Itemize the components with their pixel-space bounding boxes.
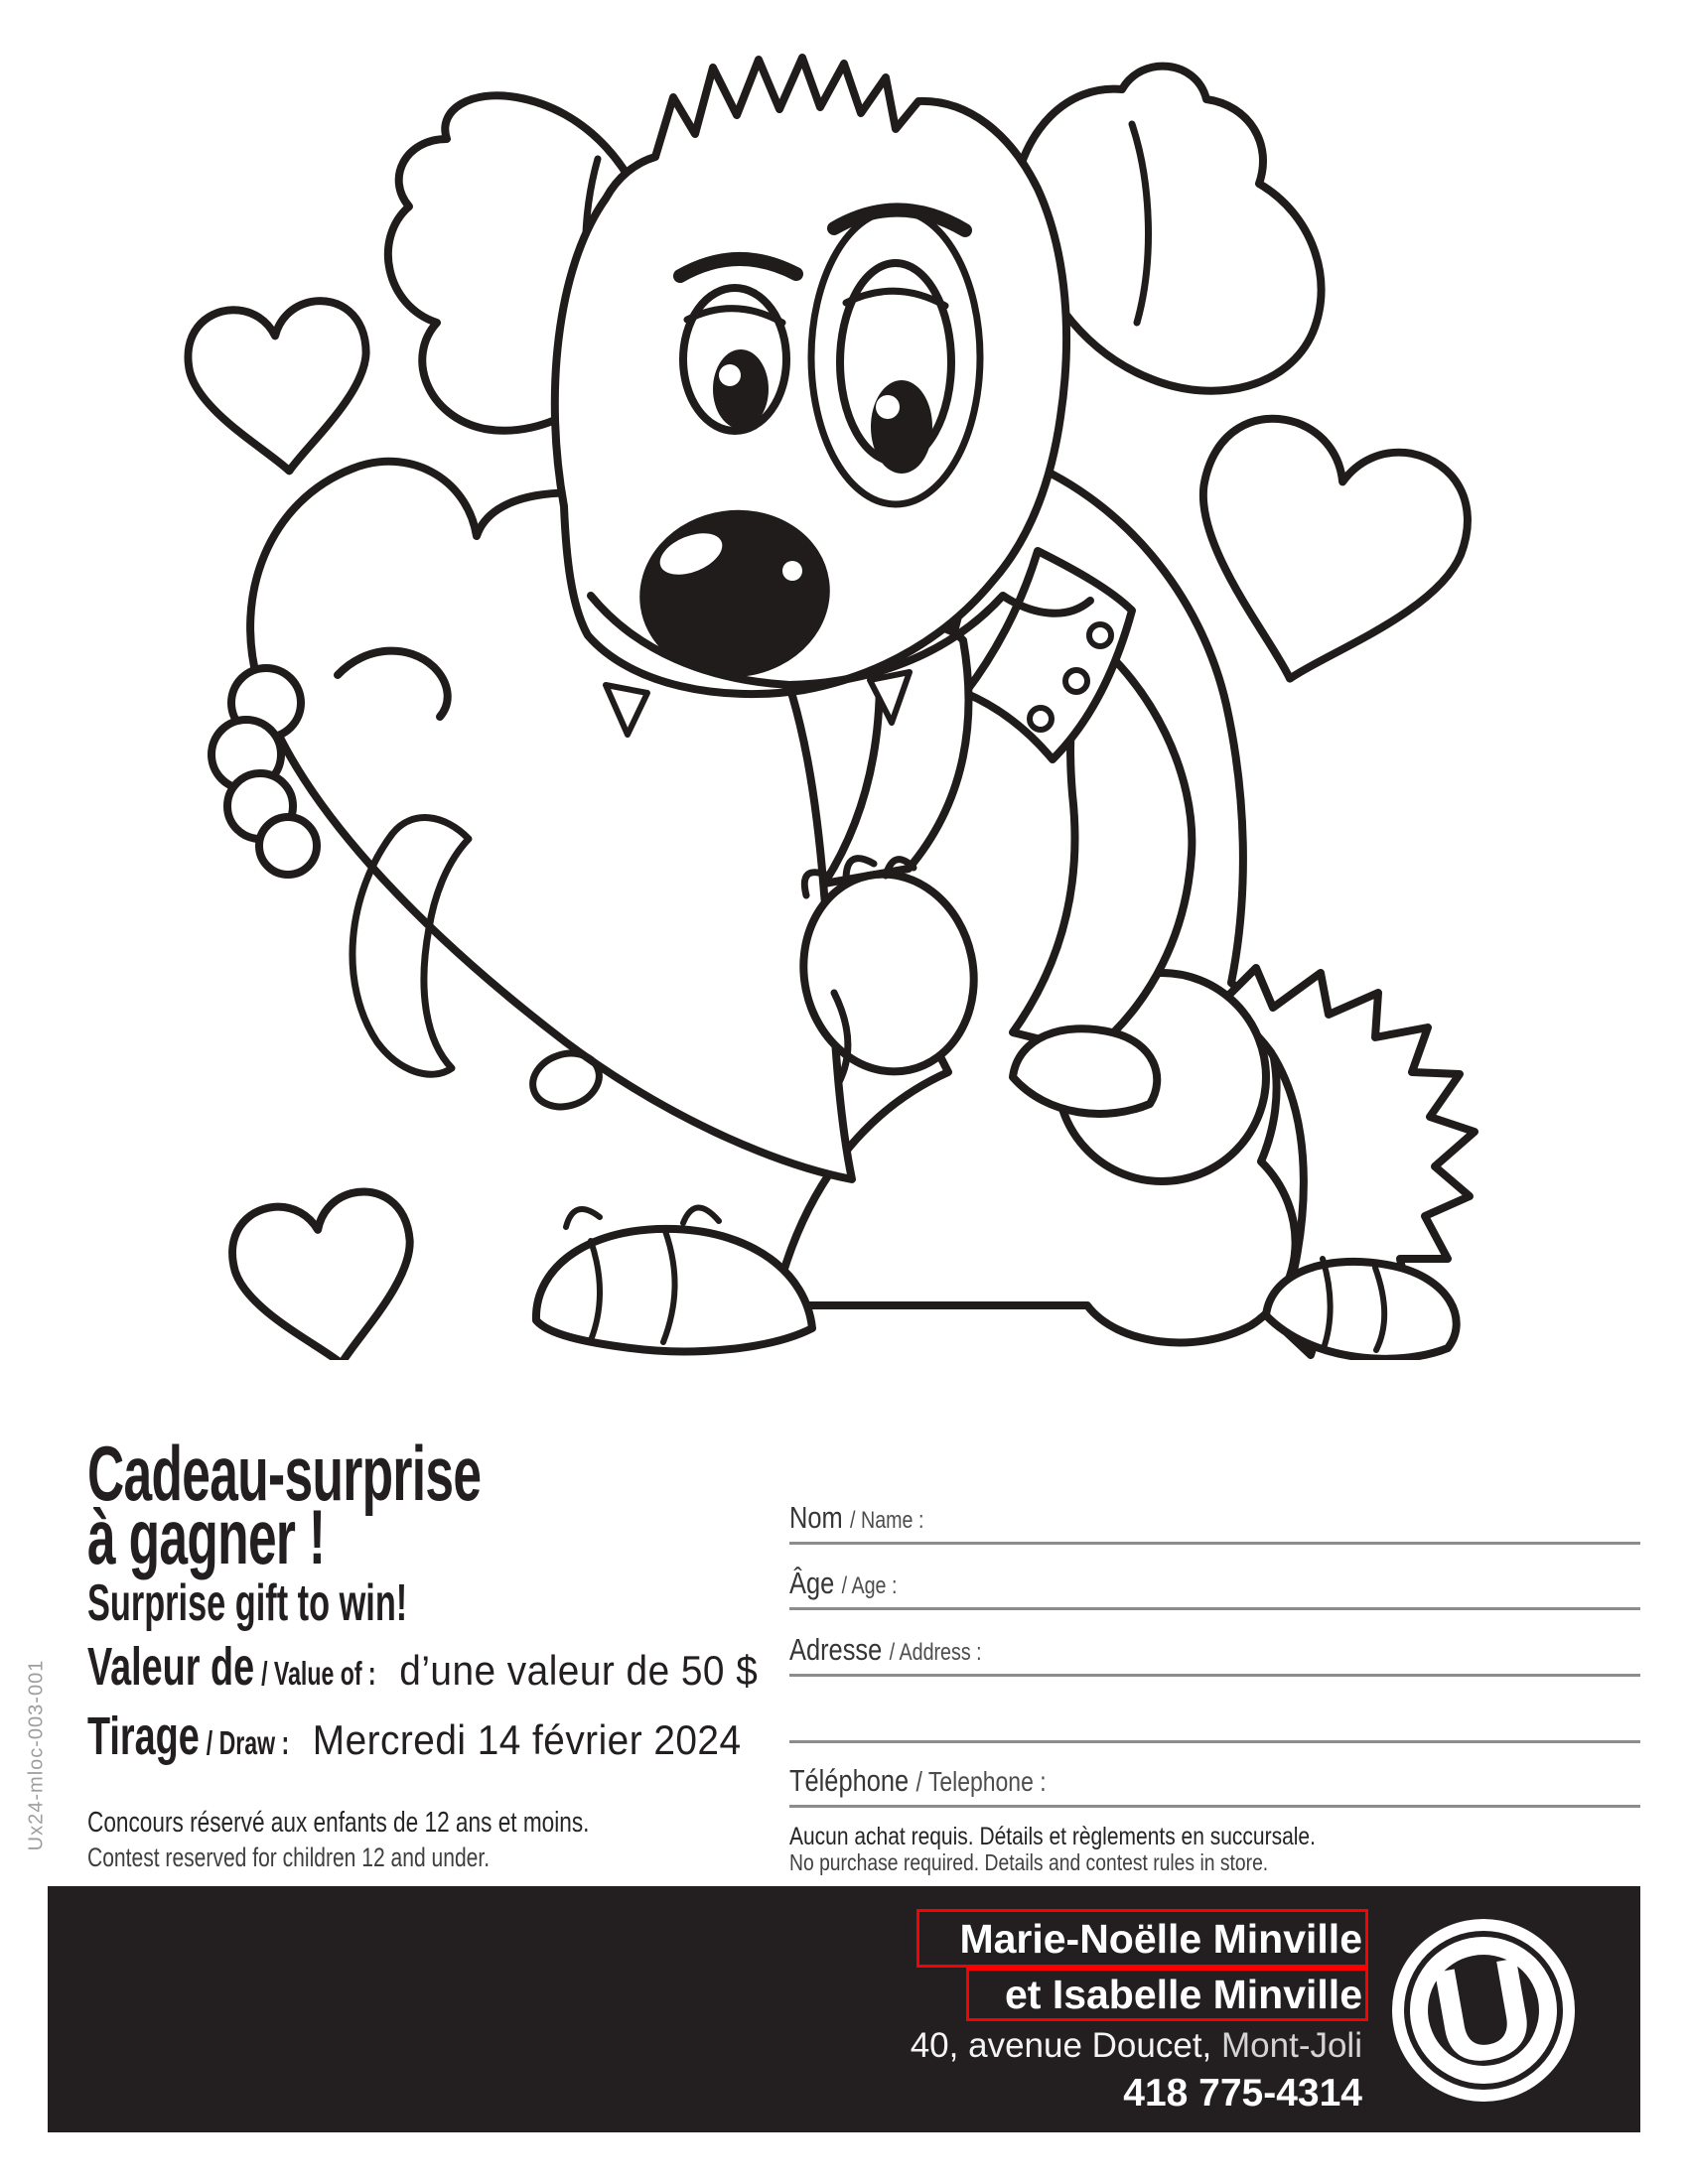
- store-name-line1: Marie-Noëlle Minville: [959, 1916, 1362, 1962]
- phone-input-line[interactable]: [789, 1741, 1640, 1808]
- name-input-line[interactable]: [789, 1478, 1640, 1545]
- eligibility-en: Contest reserved for children 12 and under.: [87, 1843, 491, 1872]
- fineprint-fr: Aucun achat requis. Détails et règlements en succursale.: [789, 1823, 1316, 1850]
- address-label-fr: Adresse: [789, 1632, 883, 1667]
- value-label-fr: Valeur de: [87, 1637, 255, 1697]
- value-label-en: / Value of :: [261, 1655, 376, 1692]
- draw-label-en: / Draw :: [206, 1724, 290, 1761]
- store-city: Mont-Joli: [1211, 2026, 1362, 2065]
- address-label-en: / Address :: [889, 1639, 982, 1666]
- phone-label-en: / Telephone :: [915, 1766, 1047, 1797]
- store-address: 40, avenue Doucet, Mont-Joli: [910, 2026, 1362, 2065]
- name-label-fr: Nom: [789, 1500, 843, 1535]
- store-name-line2: et Isabelle Minville: [1004, 1972, 1362, 2017]
- annotation-box-2: [966, 1968, 1368, 2021]
- contest-title-fr: Cadeau-surprise à gagner !: [87, 1430, 482, 1580]
- name-label-en: / Name :: [850, 1507, 924, 1534]
- value-text: d’une valeur de 50 $: [399, 1647, 759, 1694]
- age-input-line[interactable]: [789, 1544, 1640, 1610]
- footer-banner: [48, 1886, 1640, 2132]
- vertical-code: Ux24-mloc-003-001: [25, 1659, 48, 1851]
- address-input-line[interactable]: [789, 1610, 1640, 1677]
- draw-label-fr: Tirage: [87, 1706, 200, 1766]
- logo-letter: U: [1421, 1928, 1546, 2097]
- age-label-fr: Âge: [789, 1566, 835, 1600]
- coloring-illustration: [139, 40, 1569, 1360]
- small-heart-bottom-icon: [224, 1184, 429, 1360]
- store-phone: 418 775-4314: [1123, 2072, 1362, 2115]
- phone-label-fr: Téléphone: [789, 1763, 910, 1798]
- value-row: [87, 1636, 759, 1698]
- puppy-with-heart-drawing: [139, 40, 1569, 1360]
- draw-row: [87, 1706, 742, 1767]
- contest-title-en: Surprise gift to win!: [87, 1574, 408, 1632]
- fineprint-en: No purchase required. Details and contest rules in store.: [789, 1849, 1269, 1875]
- draw-text: Mercredi 14 février 2024: [312, 1716, 742, 1763]
- annotation-box-1: [916, 1909, 1368, 1968]
- address-input-line-2[interactable]: [789, 1677, 1640, 1743]
- age-label-en: / Age :: [841, 1572, 898, 1599]
- small-heart-left-icon: [184, 297, 378, 480]
- eligibility-fr: Concours réservé aux enfants de 12 ans et moins.: [87, 1807, 590, 1839]
- uniprix-logo: [1384, 1911, 1583, 2110]
